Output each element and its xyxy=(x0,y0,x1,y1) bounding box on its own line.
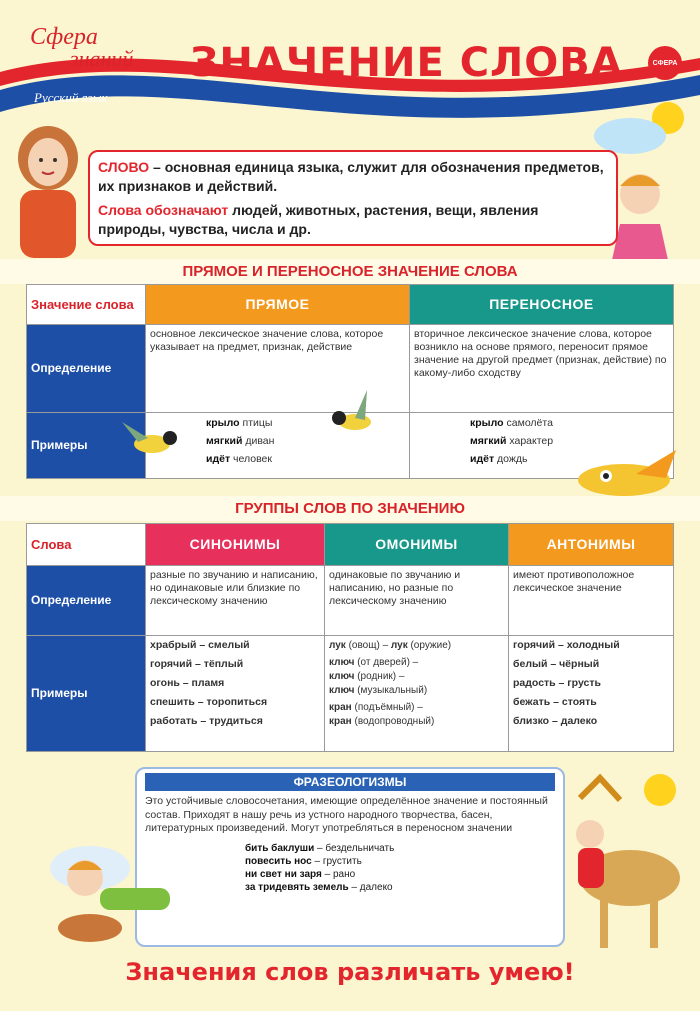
intro-paragraph-1: СЛОВО – основная единица языка, служит для обозначения предметов, их признаков и действий. xyxy=(98,159,604,194)
definition-homonyms: одинаковые по звучанию и написанию, но разные по лексическому значению xyxy=(325,566,509,636)
definition-figurative: вторичное лексическое значение слова, которое возникло на основе прямого, переносит прямое значение на другой предмет (признак, действие) по какому-либо сходству xyxy=(410,325,674,413)
word-groups-table xyxy=(26,523,674,752)
row-header-definition: Определение xyxy=(27,325,146,413)
intro-definition-box xyxy=(88,150,618,246)
list-item: белый – чёрный xyxy=(513,658,600,670)
examples-synonyms xyxy=(146,636,325,752)
list-item: лук (овощ) – лук (оружие) xyxy=(329,640,452,651)
phraseology-definition: Это устойчивые словосочетания, имеющие определённое значение и постоянный состав. Приходят в нашу речь из устного народного творчества, басен, литературных произведений. Могут употребляться в переносном значении xyxy=(145,795,548,834)
subject-label: Русский язык xyxy=(34,90,108,105)
list-item: горячий – холодный xyxy=(513,639,620,651)
list-item: идёт дождь xyxy=(470,453,528,465)
sleeping-boy-illustration xyxy=(30,838,180,948)
list-item: спешить – торопиться xyxy=(150,696,268,708)
column-header-direct: ПРЯМОЕ xyxy=(146,285,410,325)
phraseology-title: ФРАЗЕОЛОГИЗМЫ xyxy=(145,773,555,791)
list-item: близко – далеко xyxy=(513,715,598,727)
section-heading-direct-figurative: ПРЯМОЕ И ПЕРЕНОСНОЕ ЗНАЧЕНИЕ СЛОВА xyxy=(0,259,700,284)
row-header-examples: Примеры xyxy=(27,636,146,752)
list-item: идёт человек xyxy=(206,453,272,465)
list-item: кран (подъёмный) – xyxy=(329,702,423,713)
list-item: огонь – пламя xyxy=(150,677,225,689)
list-item: за тридевять земель – далеко xyxy=(245,881,393,893)
column-header-homonyms: ОМОНИМЫ xyxy=(325,524,509,566)
publisher-seal-icon: СФЕРА xyxy=(648,46,682,80)
section-heading-word-groups: ГРУППЫ СЛОВ ПО ЗНАЧЕНИЮ xyxy=(0,496,700,521)
row-header-examples: Примеры xyxy=(27,413,146,479)
page-title: ЗНАЧЕНИЕ СЛОВА xyxy=(190,40,623,86)
list-item: бить баклуши – бездельничать xyxy=(245,842,395,854)
list-item: кран (водопроводный) xyxy=(329,716,435,727)
phraseology-examples xyxy=(245,842,555,894)
column-header-figurative: ПЕРЕНОСНОЕ xyxy=(410,285,674,325)
list-item: мягкий диван xyxy=(206,435,275,447)
list-item: крыло самолёта xyxy=(470,417,553,429)
footer-slogan: Значения слов различать умею! xyxy=(125,958,575,986)
definition-direct: основное лексическое значение слова, которое указывает на предмет, признак, действие xyxy=(146,325,410,413)
list-item: ключ (от дверей) – xyxy=(329,657,419,668)
camel-illustration xyxy=(540,768,690,958)
list-item: горячий – тёплый xyxy=(150,658,244,670)
corner-cell: Слова xyxy=(27,524,146,566)
teacher-illustration xyxy=(8,118,88,258)
list-item: храбрый – смелый xyxy=(150,639,250,651)
examples-homonyms xyxy=(325,636,509,752)
examples-antonyms xyxy=(509,636,674,752)
list-item: ни свет ни заря – рано xyxy=(245,868,356,880)
list-item: бежать – стоять xyxy=(513,696,597,708)
publisher-logo: Сфера знаний xyxy=(30,24,134,71)
bird-icon xyxy=(325,388,385,440)
list-item: повесить нос – грустить xyxy=(245,855,362,867)
column-header-antonyms: АНТОНИМЫ xyxy=(509,524,674,566)
list-item: мягкий характер xyxy=(470,435,554,447)
bird-icon xyxy=(118,416,182,464)
phraseology-box xyxy=(135,767,565,947)
intro-paragraph-2: Слова обозначают людей, животных, растения, вещи, явления природы, чувства, числа и др. xyxy=(98,202,539,237)
corner-cell: Значение слова xyxy=(27,285,146,325)
row-header-definition: Определение xyxy=(27,566,146,636)
list-item: ключ (музыкальный) xyxy=(329,685,428,696)
list-item: радость – грусть xyxy=(513,677,601,689)
list-item: крыло птицы xyxy=(206,417,273,429)
definition-antonyms: имеют противоположное лексическое значение xyxy=(509,566,674,636)
list-item: ключ (родник) – xyxy=(329,671,405,682)
definition-synonyms: разные по звучанию и написанию, но одинаковые или близкие по лексическому значению xyxy=(146,566,325,636)
column-header-synonyms: СИНОНИМЫ xyxy=(146,524,325,566)
list-item: работать – трудиться xyxy=(150,715,263,727)
